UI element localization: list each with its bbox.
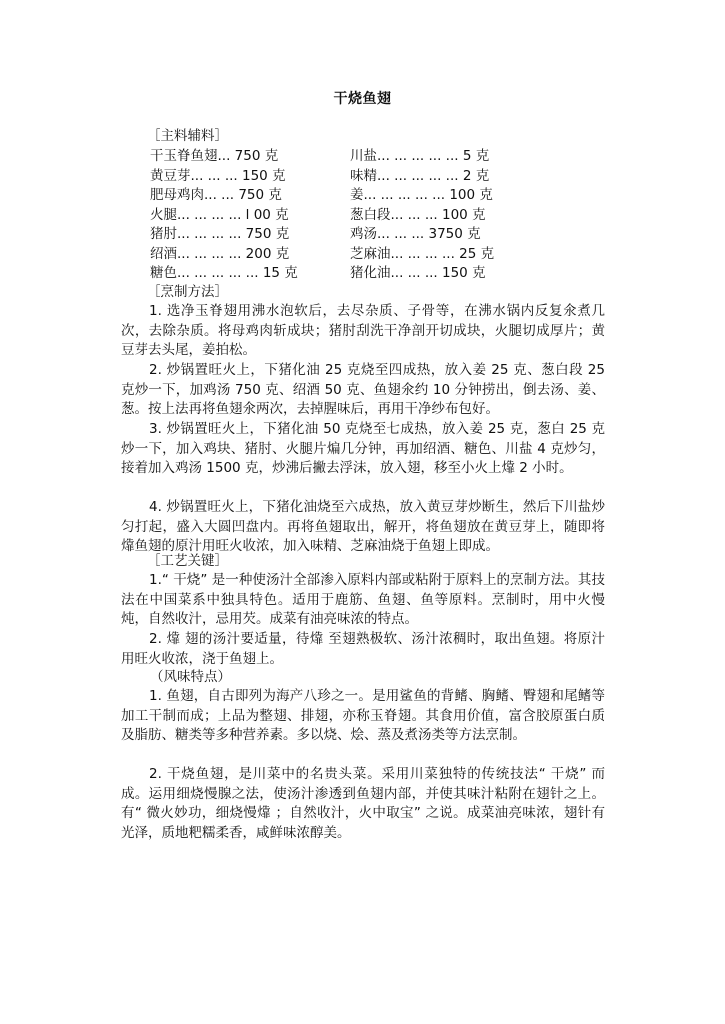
section-keys-heading: ［工艺关键］	[147, 553, 228, 569]
ingredients-table	[150, 147, 550, 284]
ingredient-row	[150, 206, 550, 226]
ingredient-row	[150, 147, 550, 167]
ingredient-left: 干玉脊鱼翅... 750 克	[150, 148, 279, 164]
key-point-1: 1.“ 干烧” 是一种使汤汁全部渗入原料内部或粘附于原料上的烹制方法。其技法在中国菜系中独具特色。适用于鹿筋、鱼翅、鱼等原料。烹制时，用中火慢炖，自然收汁，忌用芡。成菜有油亮味浓的特点。	[121, 572, 605, 628]
ingredient-left: 猪肘... ... ... ... 750 克	[150, 226, 290, 242]
ingredient-right: 猪化油... ... ... 150 克	[350, 265, 486, 281]
ingredient-right: 鸡汤... ... ... 3750 克	[350, 226, 481, 242]
flavor-point-1: 1. 鱼翅，自古即列为海产八珍之一。是用鲨鱼的背鳍、胸鳍、臀翅和尾鳍等加工干制而成；上品为整翅、排翅，亦称玉脊翅。其食用价值，富含胶原蛋白质及脂肪、糖类等多种营养素。多以烧、烩、蒸及煮汤类等方法烹制。	[121, 688, 605, 744]
flavor-point-2: 2. 干烧鱼翅，是川菜中的名贵头菜。采用川菜独特的传统技法“ 干烧” 而成。运用细烧慢腺之法，使汤汁渗透到鱼翅内部，并使其味汁粘附在翅针之上。有“ 微火妙功，细烧慢㸆 ；自然收汁，火中取宝” 之说。成菜油亮味浓，翅针有光泽，质地粑糯柔香，咸鲜味浓醇美。	[121, 766, 605, 841]
ingredient-right: 川盐... ... ... ... ... 5 克	[350, 148, 490, 164]
ingredient-left: 黄豆芽... ... ... 150 克	[150, 167, 286, 184]
recipe-title: 干烧鱼翅	[333, 91, 392, 107]
method-step-3: 3. 炒锅置旺火上，下猪化油 50 克烧至七成热，放入姜 25 克，葱白 25 克炒一下，加入鸡块、猪肘、火腿片煸几分钟，再加绍酒、糖色、川盐 4 克炒匀，接着加入鸡汤 1500 克，炒沸后撇去浮沫，放入翅，移至小火上㸆 2 小时。	[121, 421, 605, 477]
method-step-1: 1. 选净玉脊翅用沸水泡软后，去尽杂质、子骨等，在沸水锅内反复氽煮几次，去除杂质。将母鸡肉斩成块；猪肘刮洗干净剖开切成块，火腿切成厚片；黄豆芽去头尾，姜拍松。	[121, 303, 605, 359]
ingredient-right: 姜... ... ... ... ... 100 克	[350, 187, 493, 203]
ingredient-left: 糖色... ... ... ... ... 15 克	[150, 265, 298, 281]
ingredient-row	[150, 186, 550, 206]
ingredient-row	[150, 167, 550, 187]
section-method-heading: ［烹制方法］	[147, 284, 228, 300]
ingredient-right: 味精... ... ... ... ... 2 克	[350, 167, 490, 184]
method-step-2: 2. 炒锅置旺火上，下猪化油 25 克烧至四成热，放入姜 25 克、葱白段 25 克炒一下，加鸡汤 750 克、绍酒 50 克、鱼翅氽约 10 分钟捞出，倒去汤、姜、葱。按上法再将鱼翅氽两次，去掉腥味后，再用干净纱布包好。	[121, 362, 605, 418]
ingredient-left: 火腿... ... ... ... l 00 克	[150, 206, 289, 223]
ingredient-row	[150, 225, 550, 245]
ingredient-left: 肥母鸡肉... ... 750 克	[150, 187, 282, 203]
ingredient-left: 绍酒... ... ... ... 200 克	[150, 245, 290, 262]
section-flavor-heading: （风味特点）	[150, 669, 231, 685]
ingredient-row	[150, 245, 550, 265]
ingredient-right: 葱白段... ... ... 100 克	[350, 206, 486, 223]
ingredient-row	[150, 264, 550, 284]
method-step-4: 4. 炒锅置旺火上，下猪化油烧至六成热，放入黄豆芽炒断生，然后下川盐炒匀打起，盛入大圆凹盘内。再将鱼翅取出，解开，将鱼翅放在黄豆芽上，随即将㸆鱼翅的原汁用旺火收浓，加入味精、芝麻油烧于鱼翅上即成。	[121, 499, 605, 555]
ingredient-right: 芝麻油... ... ... ... 25 克	[350, 245, 495, 262]
section-ingredients-heading: ［主料辅料］	[147, 128, 228, 144]
key-point-2: 2. 㸆 翅的汤汁要适量，待㸆 至翅熟极软、汤汁浓稠时，取出鱼翅。将原汁用旺火收浓，浇于鱼翅上。	[121, 631, 605, 667]
